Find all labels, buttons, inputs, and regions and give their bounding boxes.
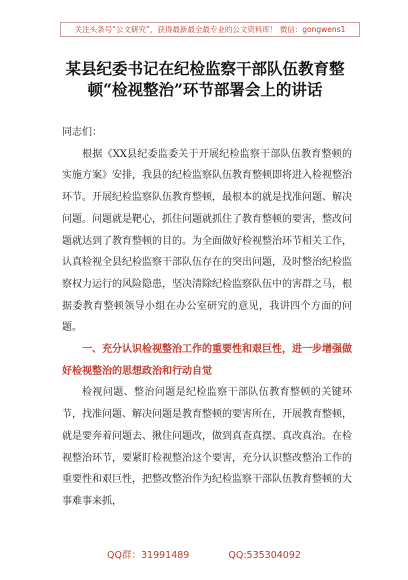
footer-contact [0, 547, 408, 561]
paragraph-2: 检视问题、整治问题是纪检监察干部队伍教育整顿的关键环节，找准问题、解决问题是教育整顿的要害所在，开展教育整顿，就是要奔着问题去、揪住问题改，做到真查真摆、真改真治。在检视整治环节，要紧盯检视整治这个要害，充分认识整改整治工作的重要性和艰巨性，把整改整治作为纪检监察干部队伍教育整顿的大事难事来抓， [62, 387, 352, 507]
document-body [62, 122, 352, 513]
salutation: 同志们： [62, 127, 102, 138]
title-line-1: 某县纪委书记在纪检监察干部队伍教育整 [65, 59, 345, 78]
section-heading-1: 一、充分认识检视整治工作的重要性和艰巨性，进一步增强做好检视整治的思想政治和行动自觉 [62, 344, 352, 377]
title-line-2: 顿“检视整治”环节部署会上的讲话 [87, 80, 323, 99]
paragraph-1: 根据《XX县纪委监委关于开展纪检监察干部队伍教育整顿的实施方案》安排，我县的纪检监察队伍教育整顿即将进入检视整治环节。开展纪检监察队伍教育整顿，最根本的就是找准问题、解决问题。问题就是靶心，抓住问题就抓住了教育整顿的要害，整改问题就达到了教育整顿的目的。为全面做好检视整治环节相关工作，认真检视全县纪检监察干部队伍存在的突出问题，及时整治纪检监察权力运行的风险隐患，坚决清除纪检监察队伍中的害群之马，根据委教育整顿领导小组在办公室研究的意见，我讲四个方面的问题。 [62, 148, 352, 334]
promo-banner: 关注头条号“公文研究”，获得最新最全最专业的公文资料库！ 微信：gongwens1 [60, 22, 360, 37]
qq-group-label: QQ群：31991489 [107, 550, 190, 561]
document-title [40, 58, 370, 100]
qq-label: QQ:535304092 [228, 550, 301, 561]
